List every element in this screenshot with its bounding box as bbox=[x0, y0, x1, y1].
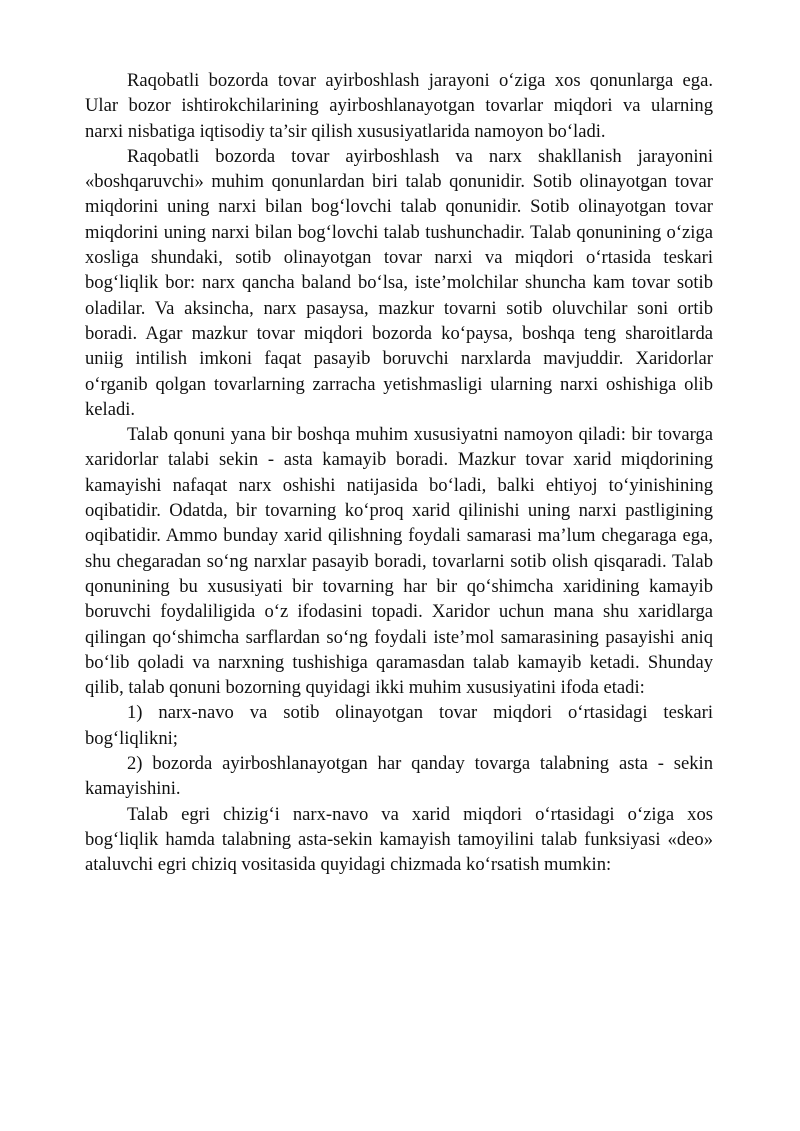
paragraph-demand-property: Talab qonuni yana bir boshqa muhim xususiyatni namoyon qiladi: bir tovarga xaridorlar talabi sekin - asta kamayib boradi. Mazkur tovar xarid miqdorining kamayishi nafaqat narx oshishi natijasida bo‘ladi, balki ehtiyoj to‘yinishining oqibatidir. Odatda, bir tovarning ko‘proq xarid qilinishi uning narxi pastligining oqibatidir. Ammo bunday xarid qilishning foydali samarasi ma’lum chegaraga ega, shu chegaradan so‘ng narxlar pasayib boradi, tovarlarni sotib olish qisqaradi. Talab qonunining bu xususiyati bir tovarning har bir qo‘shimcha xaridining kamayib boruvchi foydaliligida o‘z ifodasini topadi. Xaridor uchun mana shu xaridlarga qilingan qo‘shimcha sarflardan so‘ng foydali iste’mol samarasining pasayishi aniq bo‘lib qoladi va narxning tushishiga qaramasdan talab kamayib ketadi. Shunday qilib, talab qonuni bozorning quyidagi ikki muhim xususiyatini ifoda etadi: bbox=[85, 424, 713, 699]
paragraph-law-of-demand: Raqobatli bozorda tovar ayirboshlash va narx shakllanish jarayonini «boshqaruvchi» muhim qonunlardan biri talab qonunidir. Sotib olinayotgan tovar miqdorini uning narxi bilan bog‘lovchi talab qonunidir. Sotib olinayotgan tovar miqdorini uning narxi bilan bog‘lovchi talab tushunchadir. Talab qonunining o‘ziga xosliga shundaki, sotib olinayotgan tovar narxi va miqdori o‘rtasida teskari bog‘liqlik bor: narx qancha baland bo‘lsa, iste’molchilar shuncha kam tovar sotib oladilar. Va aksincha, narx pasaysa, mazkur tovarni sotib oluvchilar soni ortib boradi. Agar mazkur tovar miqdori bozorda ko‘paysa, boshqa teng sharoitlarda uniig intilish imkoni faqat pasayib boruvchi narxlarda mavjuddir. Xaridorlar o‘rganib qolgan tovarlarning zarracha yetishmasligi ularning narxi oshishiga olib keladi. bbox=[85, 145, 713, 420]
list-item-1: 1) narx-navo va sotib olinayotgan tovar miqdori o‘rtasidagi teskari bog‘liqlikni; bbox=[85, 702, 713, 749]
list-item-2: 2) bozorda ayirboshlanayotgan har qanday tovarga talabning asta - sekin kamayishini. bbox=[85, 753, 713, 800]
document-page bbox=[85, 68, 713, 878]
paragraph-demand-curve: Talab egri chizig‘i narx-navo va xarid miqdori o‘rtasidagi o‘ziga xos bog‘liqlik hamda talabning asta-sekin kamayish tamoyilini talab funksiyasi «deo» ataluvchi egri chiziq vositasida quyidagi chizmada ko‘rsatish mumkin: bbox=[85, 803, 713, 876]
paragraph-intro: Raqobatli bozorda tovar ayirboshlash jarayoni o‘ziga xos qonunlarga ega. Ular bozor ishtirokchilarining ayirboshlanayotgan tovarlar miqdori va ularning narxi nisbatiga iqtisodiy ta’sir qilish xususiyatlarida namoyon bo‘ladi. bbox=[85, 70, 713, 142]
